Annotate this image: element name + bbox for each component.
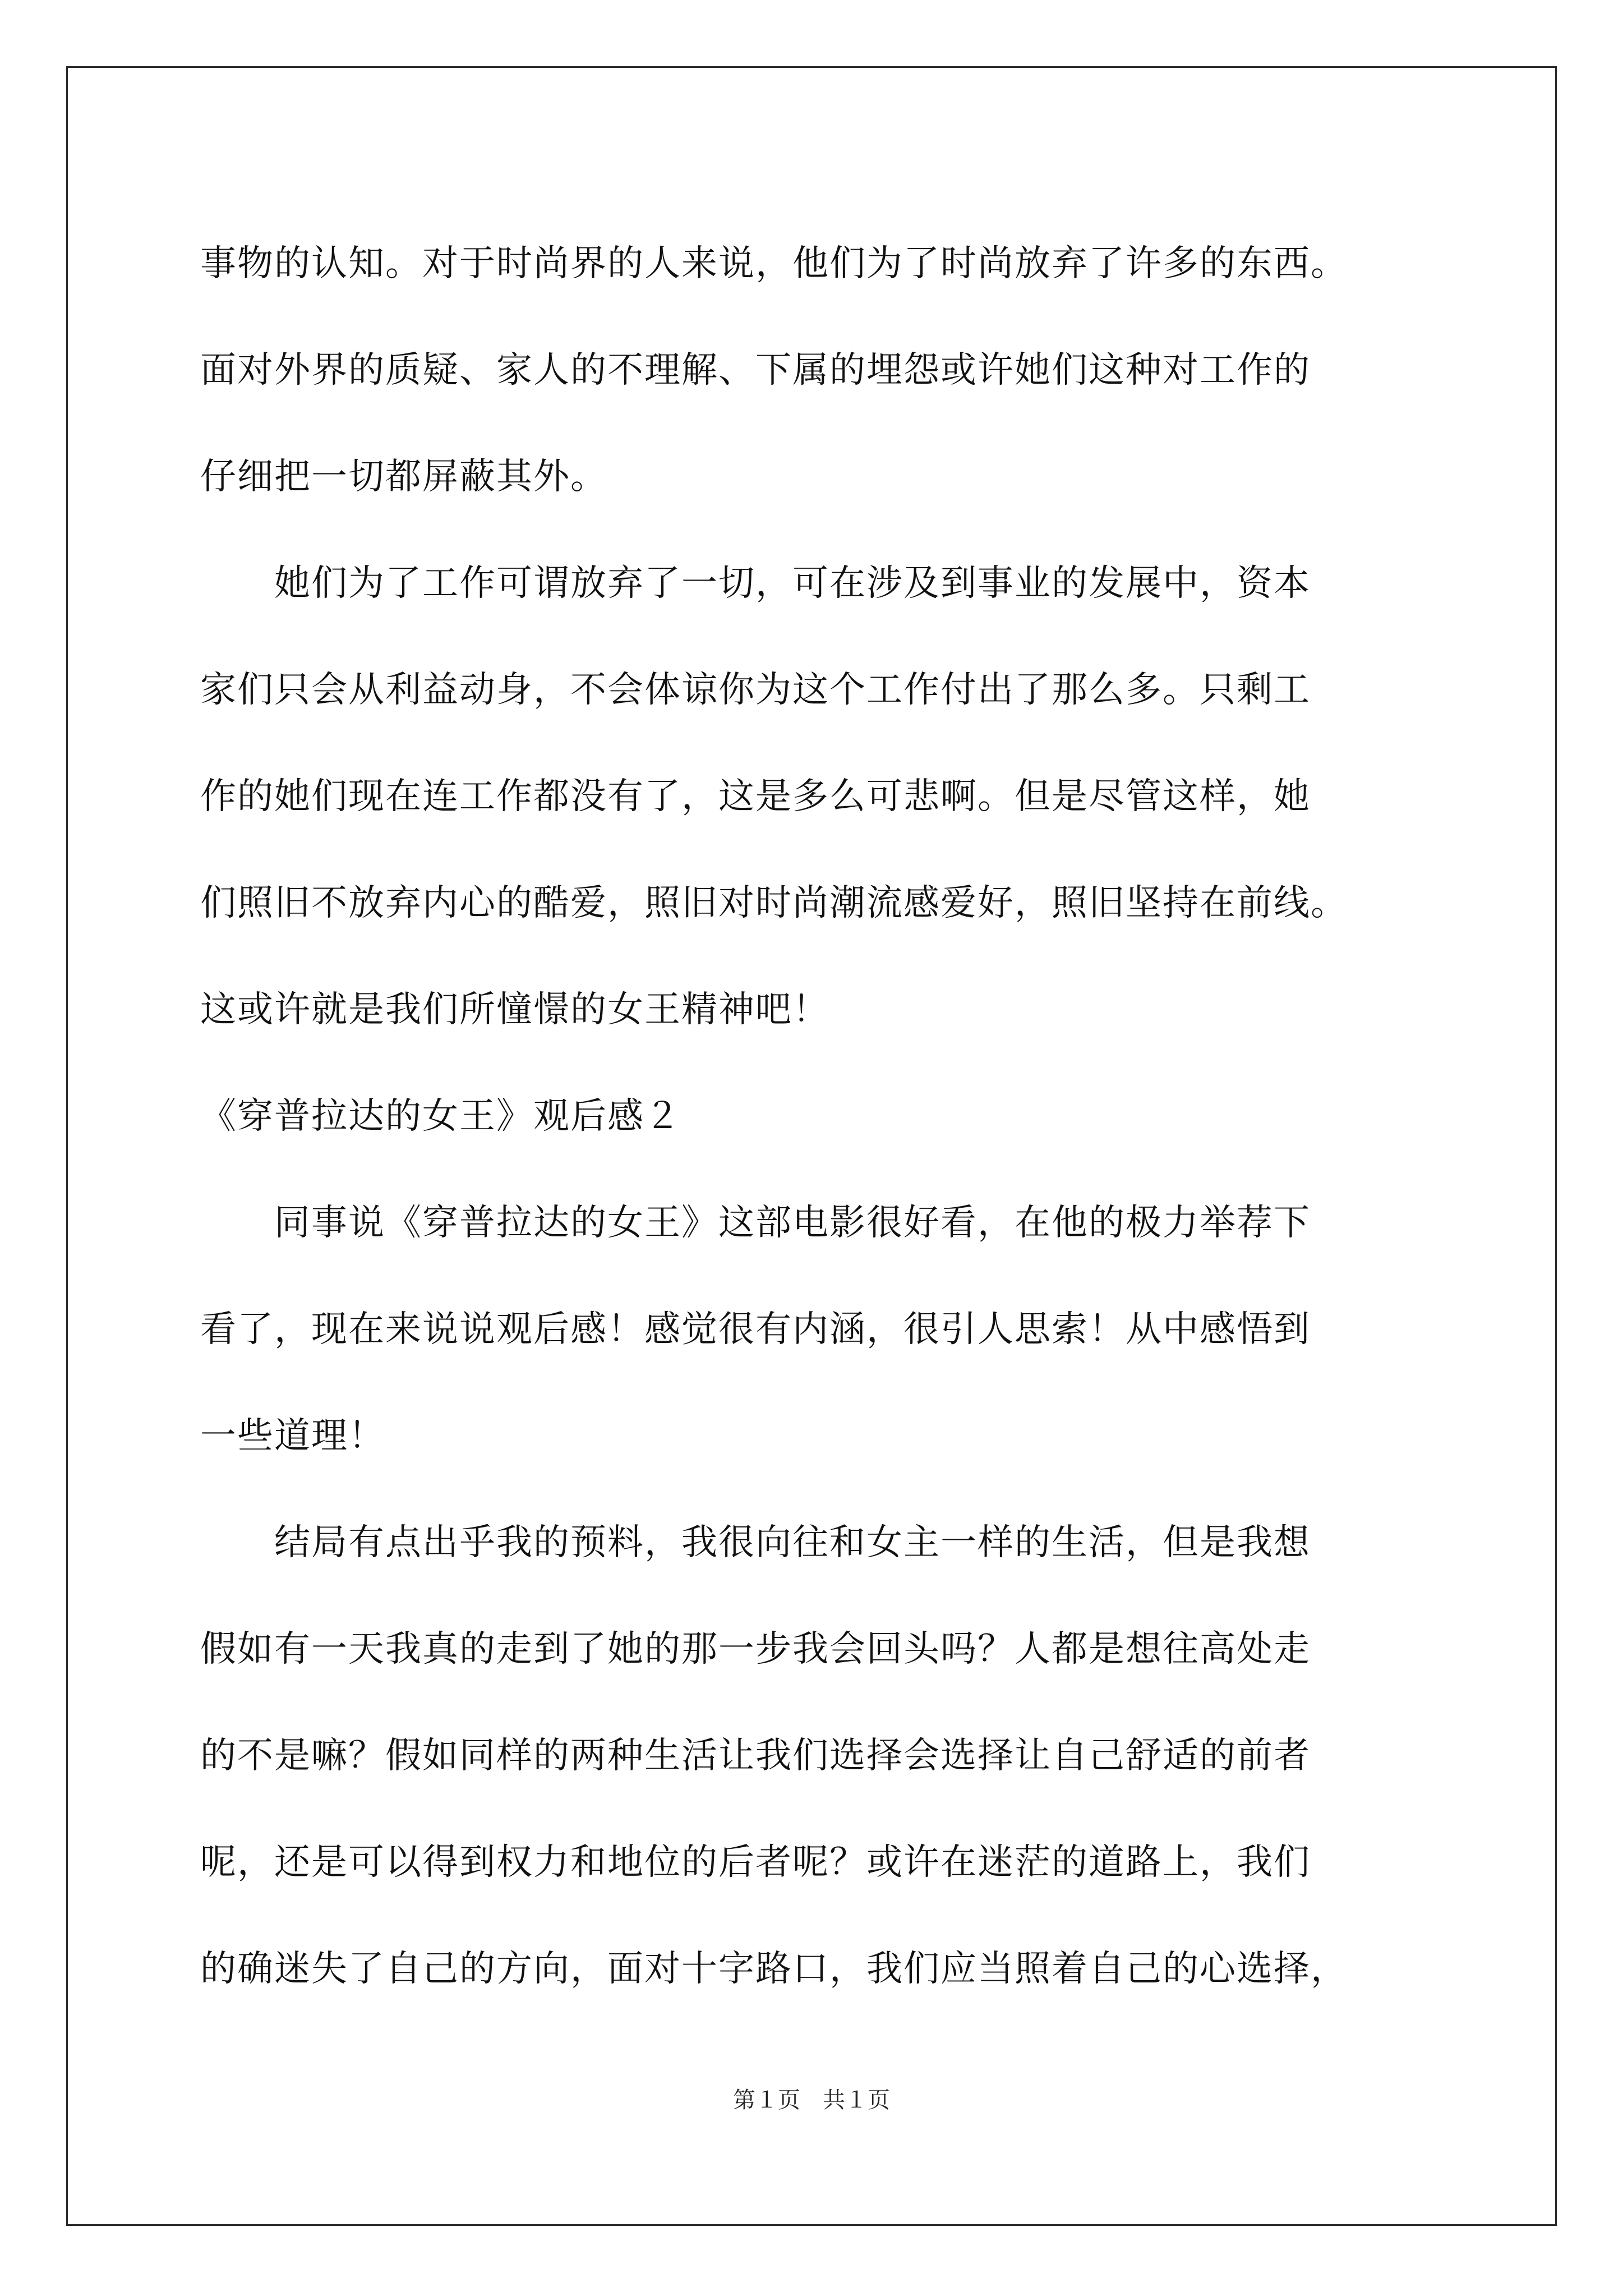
text-line: 呢，还是可以得到权力和地位的后者呢？或许在迷茫的道路上，我们: [200, 1842, 1311, 1883]
text-line: 假如有一天我真的走到了她的那一步我会回头吗？人都是想往高处走: [200, 1628, 1311, 1670]
text-line: 的确迷失了自己的方向，面对十字路口，我们应当照着自己的心选择，: [200, 1948, 1348, 1990]
text-line: 一些道理！: [200, 1415, 385, 1457]
text-line: 事物的认知。对于时尚界的人来说，他们为了时尚放弃了许多的东西。: [200, 243, 1348, 284]
text-line: 的不是嘛？假如同样的两种生活让我们选择会选择让自己舒适的前者: [200, 1735, 1311, 1777]
section-heading: 《穿普拉达的女王》观后感２: [200, 1096, 681, 1137]
text-line: 作的她们现在连工作都没有了，这是多么可悲啊。但是尽管这样，她: [200, 776, 1311, 817]
text-line: 同事说《穿普拉达的女王》这部电影很好看，在他的极力举荐下: [200, 1202, 1311, 1244]
text-line: 们照旧不放弃内心的酷爱，照旧对时尚潮流感爱好，照旧坚持在前线。: [200, 882, 1348, 924]
text-line: 结局有点出乎我的预料，我很向往和女主一样的生活，但是我想: [200, 1522, 1311, 1563]
text-line: 看了，现在来说说观后感！感觉很有内涵，很引人思索！从中感悟到: [200, 1309, 1311, 1350]
text-line: 这或许就是我们所憧憬的女王精神吧！: [200, 989, 829, 1030]
text-line: 她们为了工作可谓放弃了一切，可在涉及到事业的发展中，资本: [200, 563, 1311, 604]
text-line: 仔细把一切都屏蔽其外。: [200, 456, 607, 498]
page-number: 第１页 共１页: [733, 2087, 890, 2113]
document-body: [200, 210, 1451, 2022]
text-line: 面对外界的质疑、家人的不理解、下属的埋怨或许她们这种对工作的: [200, 349, 1311, 391]
text-line: 家们只会从利益动身，不会体谅你为这个工作付出了那么多。只剩工: [200, 669, 1311, 711]
